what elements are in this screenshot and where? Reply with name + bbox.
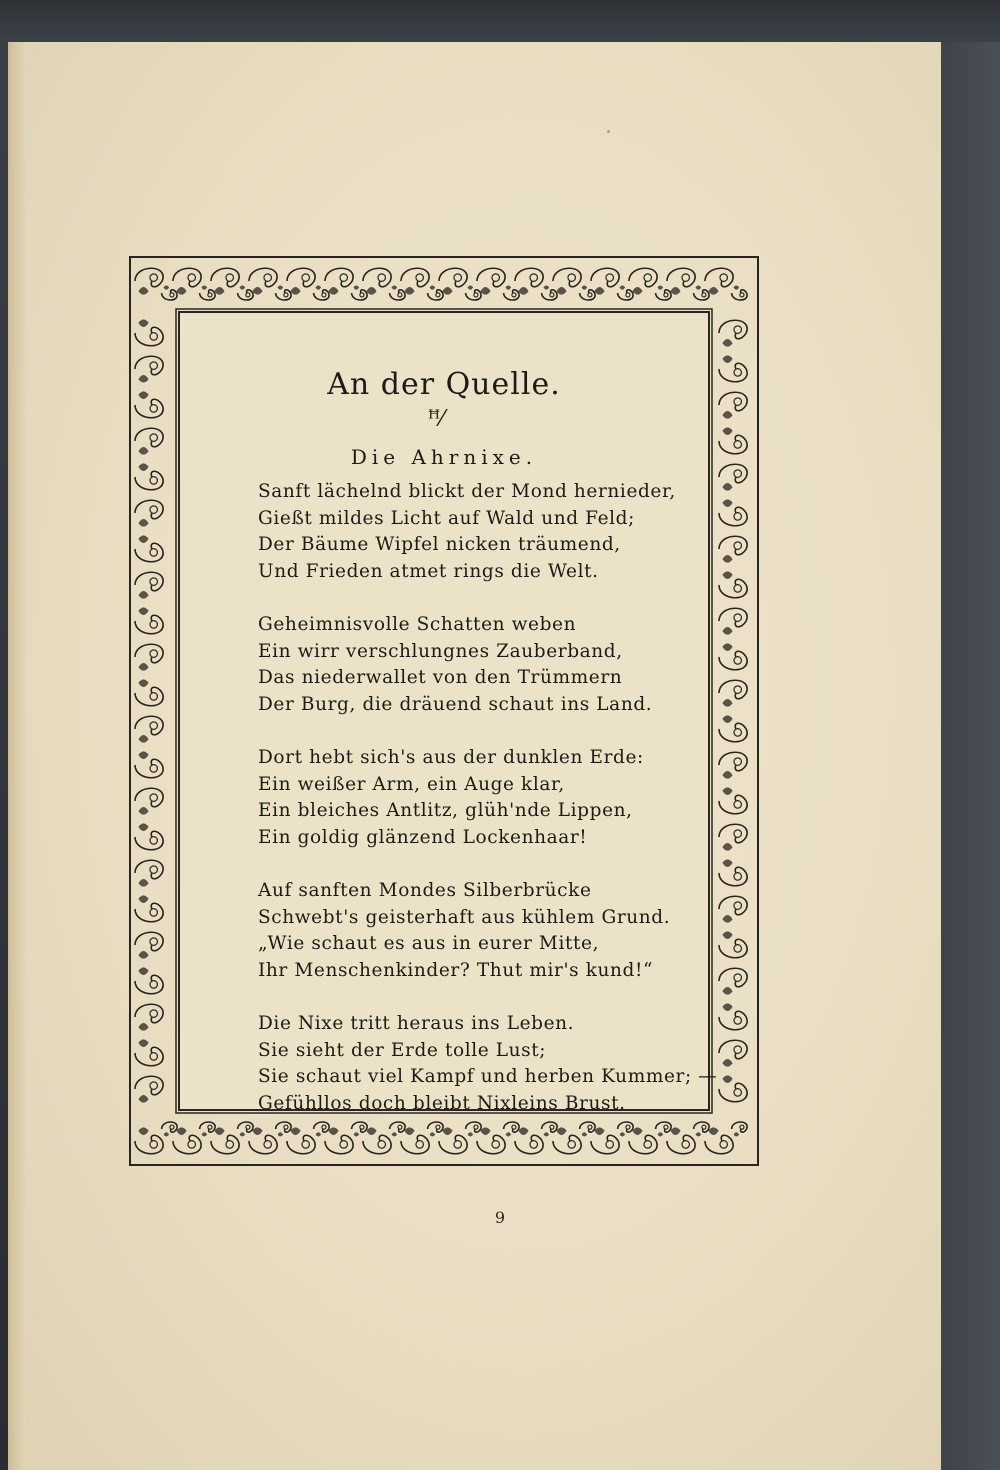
poem-line: Und Frieden atmet rings die Welt. (258, 560, 599, 582)
poem-line: Ihr Menschenkinder? Thut mir's kund!“ (258, 959, 654, 981)
stanza (258, 878, 698, 984)
poem-line: Die Nixe tritt heraus ins Leben. (258, 1013, 575, 1034)
poem-line: Auf sanften Mondes Silberbrücke (258, 880, 592, 901)
book-cover-edge (935, 42, 1000, 1470)
poem-line: Ein goldig glänzend Lockenhaar! (258, 826, 588, 848)
page-gutter (8, 42, 26, 1470)
poem-line: Der Bäume Wipfel nicken träumend, (258, 534, 621, 555)
poem-subtitle: Die Ahrnixe. (350, 445, 538, 469)
poem-line: Das niederwallet von den Trümmern (258, 667, 623, 688)
title-flourish: ꟸ⁄ (428, 407, 444, 432)
poem-line: Ein bleiches Antlitz, glüh'nde Lippen, (258, 800, 633, 821)
page-number: 9 (494, 1208, 506, 1227)
poem-line: Ein wirr verschlungnes Zauberband, (258, 640, 623, 662)
poem-line: Geheimnisvolle Schatten weben (258, 614, 577, 635)
stanza (258, 1011, 718, 1117)
poem-line: Gefühllos doch bleibt Nixleins Brust. (258, 1092, 626, 1114)
poem-line: Sie schaut viel Kampf und herben Kummer; — (258, 1066, 718, 1087)
poem-line: Sie sieht der Erde tolle Lust; (258, 1039, 547, 1061)
poem-line: Gießt mildes Licht auf Wald und Feld; (258, 507, 635, 529)
poem-body (258, 479, 718, 1144)
stanza (258, 612, 698, 718)
poem-line: Dort hebt sich's aus der dunklen Erde: (258, 747, 644, 768)
poem-line: Sanft lächelnd blickt der Mond hernieder, (258, 481, 676, 502)
poem-content (128, 255, 760, 1167)
poem-line: Schwebt's geisterhaft aus kühlem Grund. (258, 906, 671, 928)
paper-speck (607, 130, 610, 133)
stanza (258, 745, 698, 851)
poem-line: Der Burg, die dräuend schaut ins Land. (258, 693, 653, 715)
poem-line: „Wie schaut es aus in eurer Mitte, (258, 933, 600, 954)
poem-title: An der Quelle. (327, 367, 561, 402)
stanza (258, 479, 698, 585)
poem-line: Ein weißer Arm, ein Auge klar, (258, 773, 565, 795)
